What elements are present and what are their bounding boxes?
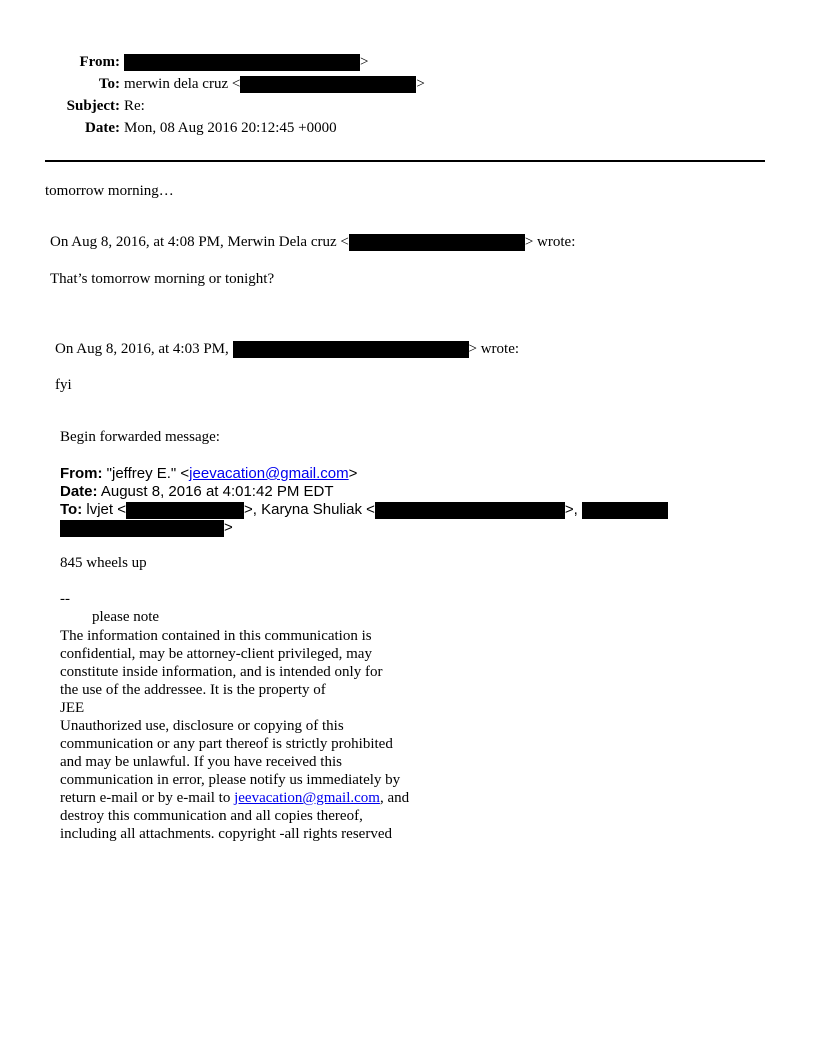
header-subject-value: Re: bbox=[124, 98, 145, 114]
redaction-block bbox=[375, 502, 565, 519]
forwarded-date-row bbox=[60, 483, 334, 500]
reply-text: tomorrow morning… bbox=[45, 183, 174, 199]
forwarded-to-label: To: bbox=[60, 501, 83, 518]
quote-text-1: That’s tomorrow morning or tonight? bbox=[50, 271, 275, 287]
forwarded-message: 845 wheels up bbox=[60, 555, 147, 571]
redaction-block bbox=[124, 54, 360, 71]
notice-line: communication or any part thereof is strictly prohibited bbox=[60, 736, 393, 752]
header-from-label: From: bbox=[79, 54, 120, 70]
notice-line: including all attachments. copyright -all rights reserved bbox=[60, 826, 392, 842]
header-to-value: merwin dela cruz < bbox=[124, 76, 241, 92]
forwarded-date-label: Date: bbox=[60, 483, 98, 500]
quote-text-2: fyi bbox=[55, 377, 72, 393]
notice-line: and may be unlawful. If you have received this bbox=[60, 754, 342, 770]
notice-line: Unauthorized use, disclosure or copying of this bbox=[60, 718, 344, 734]
header-subject-label: Subject: bbox=[66, 98, 120, 114]
forwarded-to-row: To: lvjet < >, Karyna Shuliak < >, bbox=[60, 501, 668, 519]
quote-header-1: On Aug 8, 2016, at 4:08 PM, Merwin Dela cruz < > wrote: bbox=[50, 234, 576, 250]
notice-line: return e-mail or by e-mail to jeevacation@gmail.com, and bbox=[60, 790, 410, 806]
header-date-value: Mon, 08 Aug 2016 20:12:45 +0000 bbox=[124, 120, 337, 136]
redaction-block bbox=[126, 502, 244, 519]
signature-note: please note bbox=[92, 609, 160, 625]
notice-line: the use of the addressee. It is the property of bbox=[60, 682, 326, 698]
header-subject-row bbox=[0, 97, 500, 115]
redaction-block bbox=[233, 341, 469, 358]
redaction-block bbox=[60, 520, 224, 537]
header-divider bbox=[45, 160, 765, 162]
header-date-row bbox=[0, 119, 500, 137]
header-to-label: To: bbox=[98, 76, 120, 92]
forwarded-to-row-cont: > bbox=[60, 519, 233, 537]
redaction-block bbox=[240, 76, 416, 93]
confidentiality-notice bbox=[60, 627, 409, 843]
forwarded-from-email-link[interactable]: jeevacation@gmail.com bbox=[189, 465, 349, 482]
forward-intro: Begin forwarded message: bbox=[60, 429, 220, 445]
redaction-block bbox=[349, 234, 525, 251]
header-to-row bbox=[0, 75, 500, 93]
notice-line: destroy this communication and all copies thereof, bbox=[60, 808, 363, 824]
forwarded-date-value: August 8, 2016 at 4:01:42 PM EDT bbox=[100, 483, 334, 500]
quote-header-2: On Aug 8, 2016, at 4:03 PM, > wrote: bbox=[55, 341, 520, 357]
notice-line: JEE bbox=[60, 700, 85, 716]
header-from-row bbox=[0, 53, 500, 71]
forwarded-from-row: From: "jeffrey E." <jeevacation@gmail.com> bbox=[60, 465, 358, 482]
notice-line: communication in error, please notify us immediately by bbox=[60, 772, 401, 788]
header-date-label: Date: bbox=[85, 120, 120, 136]
signature-separator: -- bbox=[60, 591, 70, 607]
notice-line: confidential, may be attorney-client privileged, may bbox=[60, 646, 372, 662]
redaction-block bbox=[582, 502, 668, 519]
header-from-suffix: > bbox=[360, 54, 369, 70]
notice-email-link[interactable]: jeevacation@gmail.com bbox=[234, 790, 380, 806]
header-to-suffix: > bbox=[416, 76, 425, 92]
forwarded-from-label: From: bbox=[60, 465, 103, 482]
notice-line: The information contained in this communication is bbox=[60, 628, 372, 644]
notice-line: constitute inside information, and is intended only for bbox=[60, 664, 383, 680]
